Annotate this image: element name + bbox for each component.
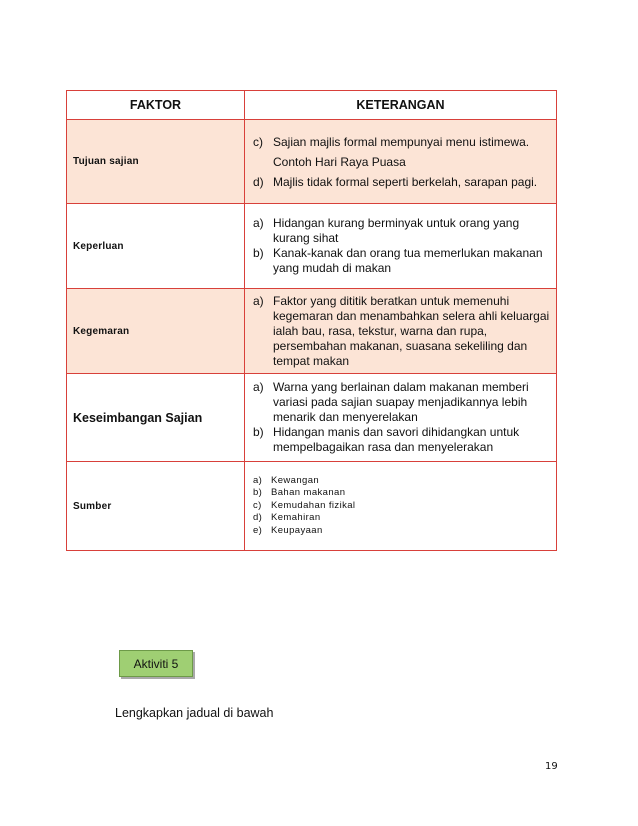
header-description: KETERANGAN [245, 91, 557, 120]
description-list [253, 216, 552, 276]
table-row [67, 462, 557, 551]
description-cell [245, 462, 557, 551]
list-item [253, 132, 552, 172]
list-text: Majlis tidak formal seperti berkelah, sarapan pagi. [273, 174, 538, 189]
list-item [253, 425, 552, 455]
list-text: Hidangan manis dan savori dihidangkan untuk mempelbagaikan rasa dan menyelerakan [273, 425, 520, 454]
description-cell [245, 374, 557, 462]
table-row [67, 289, 557, 374]
list-item [253, 216, 552, 246]
header-factor: FAKTOR [67, 91, 245, 120]
list-text: Kemudahan fizikal [271, 499, 356, 511]
factors-table [66, 90, 557, 551]
list-marker: d) [253, 174, 264, 189]
list-item [253, 294, 552, 369]
list-text: Faktor yang dititik beratkan untuk memenuhi kegemaran dan menambahkan selera ahli keluargai ialah bau, rasa, tekstur, warna dan rupa, persembahan makanan, suasana sekeliling dan tempat makan [273, 293, 550, 368]
list-item [253, 512, 552, 525]
activity-badge: Aktiviti 5 [119, 650, 193, 677]
list-marker: e) [253, 524, 263, 536]
list-marker: b) [253, 246, 264, 260]
description-list [253, 380, 552, 455]
list-text: Warna yang berlainan dalam makanan memberi variasi pada sajian suapay menjadikannya lebih menarik dan menyerelakan [273, 380, 529, 424]
list-marker: a) [253, 474, 263, 486]
list-item [253, 380, 552, 425]
table-header-row [67, 91, 557, 120]
list-marker: a) [253, 380, 264, 394]
list-text: Kanak-kanak dan orang tua memerlukan makanan yang mudah di makan [273, 246, 543, 275]
description-cell [245, 120, 557, 204]
list-text: Bahan makanan [271, 487, 346, 499]
table-row [67, 120, 557, 204]
description-cell [245, 204, 557, 289]
list-text: Hidangan kurang berminyak untuk orang yang kurang sihat [273, 216, 520, 245]
list-marker: b) [253, 425, 264, 439]
list-marker: c) [253, 134, 263, 149]
list-marker: d) [253, 512, 263, 524]
factor-cell: Keseimbangan Sajian [67, 374, 245, 462]
list-item [253, 172, 552, 192]
page-number: 19 [545, 761, 558, 772]
list-item [253, 487, 552, 500]
description-list [253, 294, 552, 369]
list-marker: b) [253, 487, 263, 499]
factor-cell: Tujuan sajian [67, 120, 245, 204]
list-text: Kewangan [271, 474, 320, 486]
factor-cell: Kegemaran [67, 289, 245, 374]
description-cell [245, 289, 557, 374]
list-text: Keupayaan [271, 524, 323, 536]
table-row [67, 204, 557, 289]
list-text: Kemahiran [271, 512, 321, 524]
table-row [67, 374, 557, 462]
description-list [253, 132, 552, 192]
description-list [253, 475, 552, 538]
list-marker: a) [253, 216, 264, 230]
list-item [253, 475, 552, 488]
list-marker: a) [253, 293, 264, 308]
list-marker: c) [253, 499, 262, 511]
factor-cell: Sumber [67, 462, 245, 551]
list-item [253, 500, 552, 513]
factor-cell: Keperluan [67, 204, 245, 289]
list-item [253, 246, 552, 276]
list-item [253, 525, 552, 538]
list-text: Sajian majlis formal mempunyai menu istimewa. Contoh Hari Raya Puasa [273, 134, 530, 169]
instruction-text: Lengkapkan jadual di bawah [115, 706, 274, 720]
